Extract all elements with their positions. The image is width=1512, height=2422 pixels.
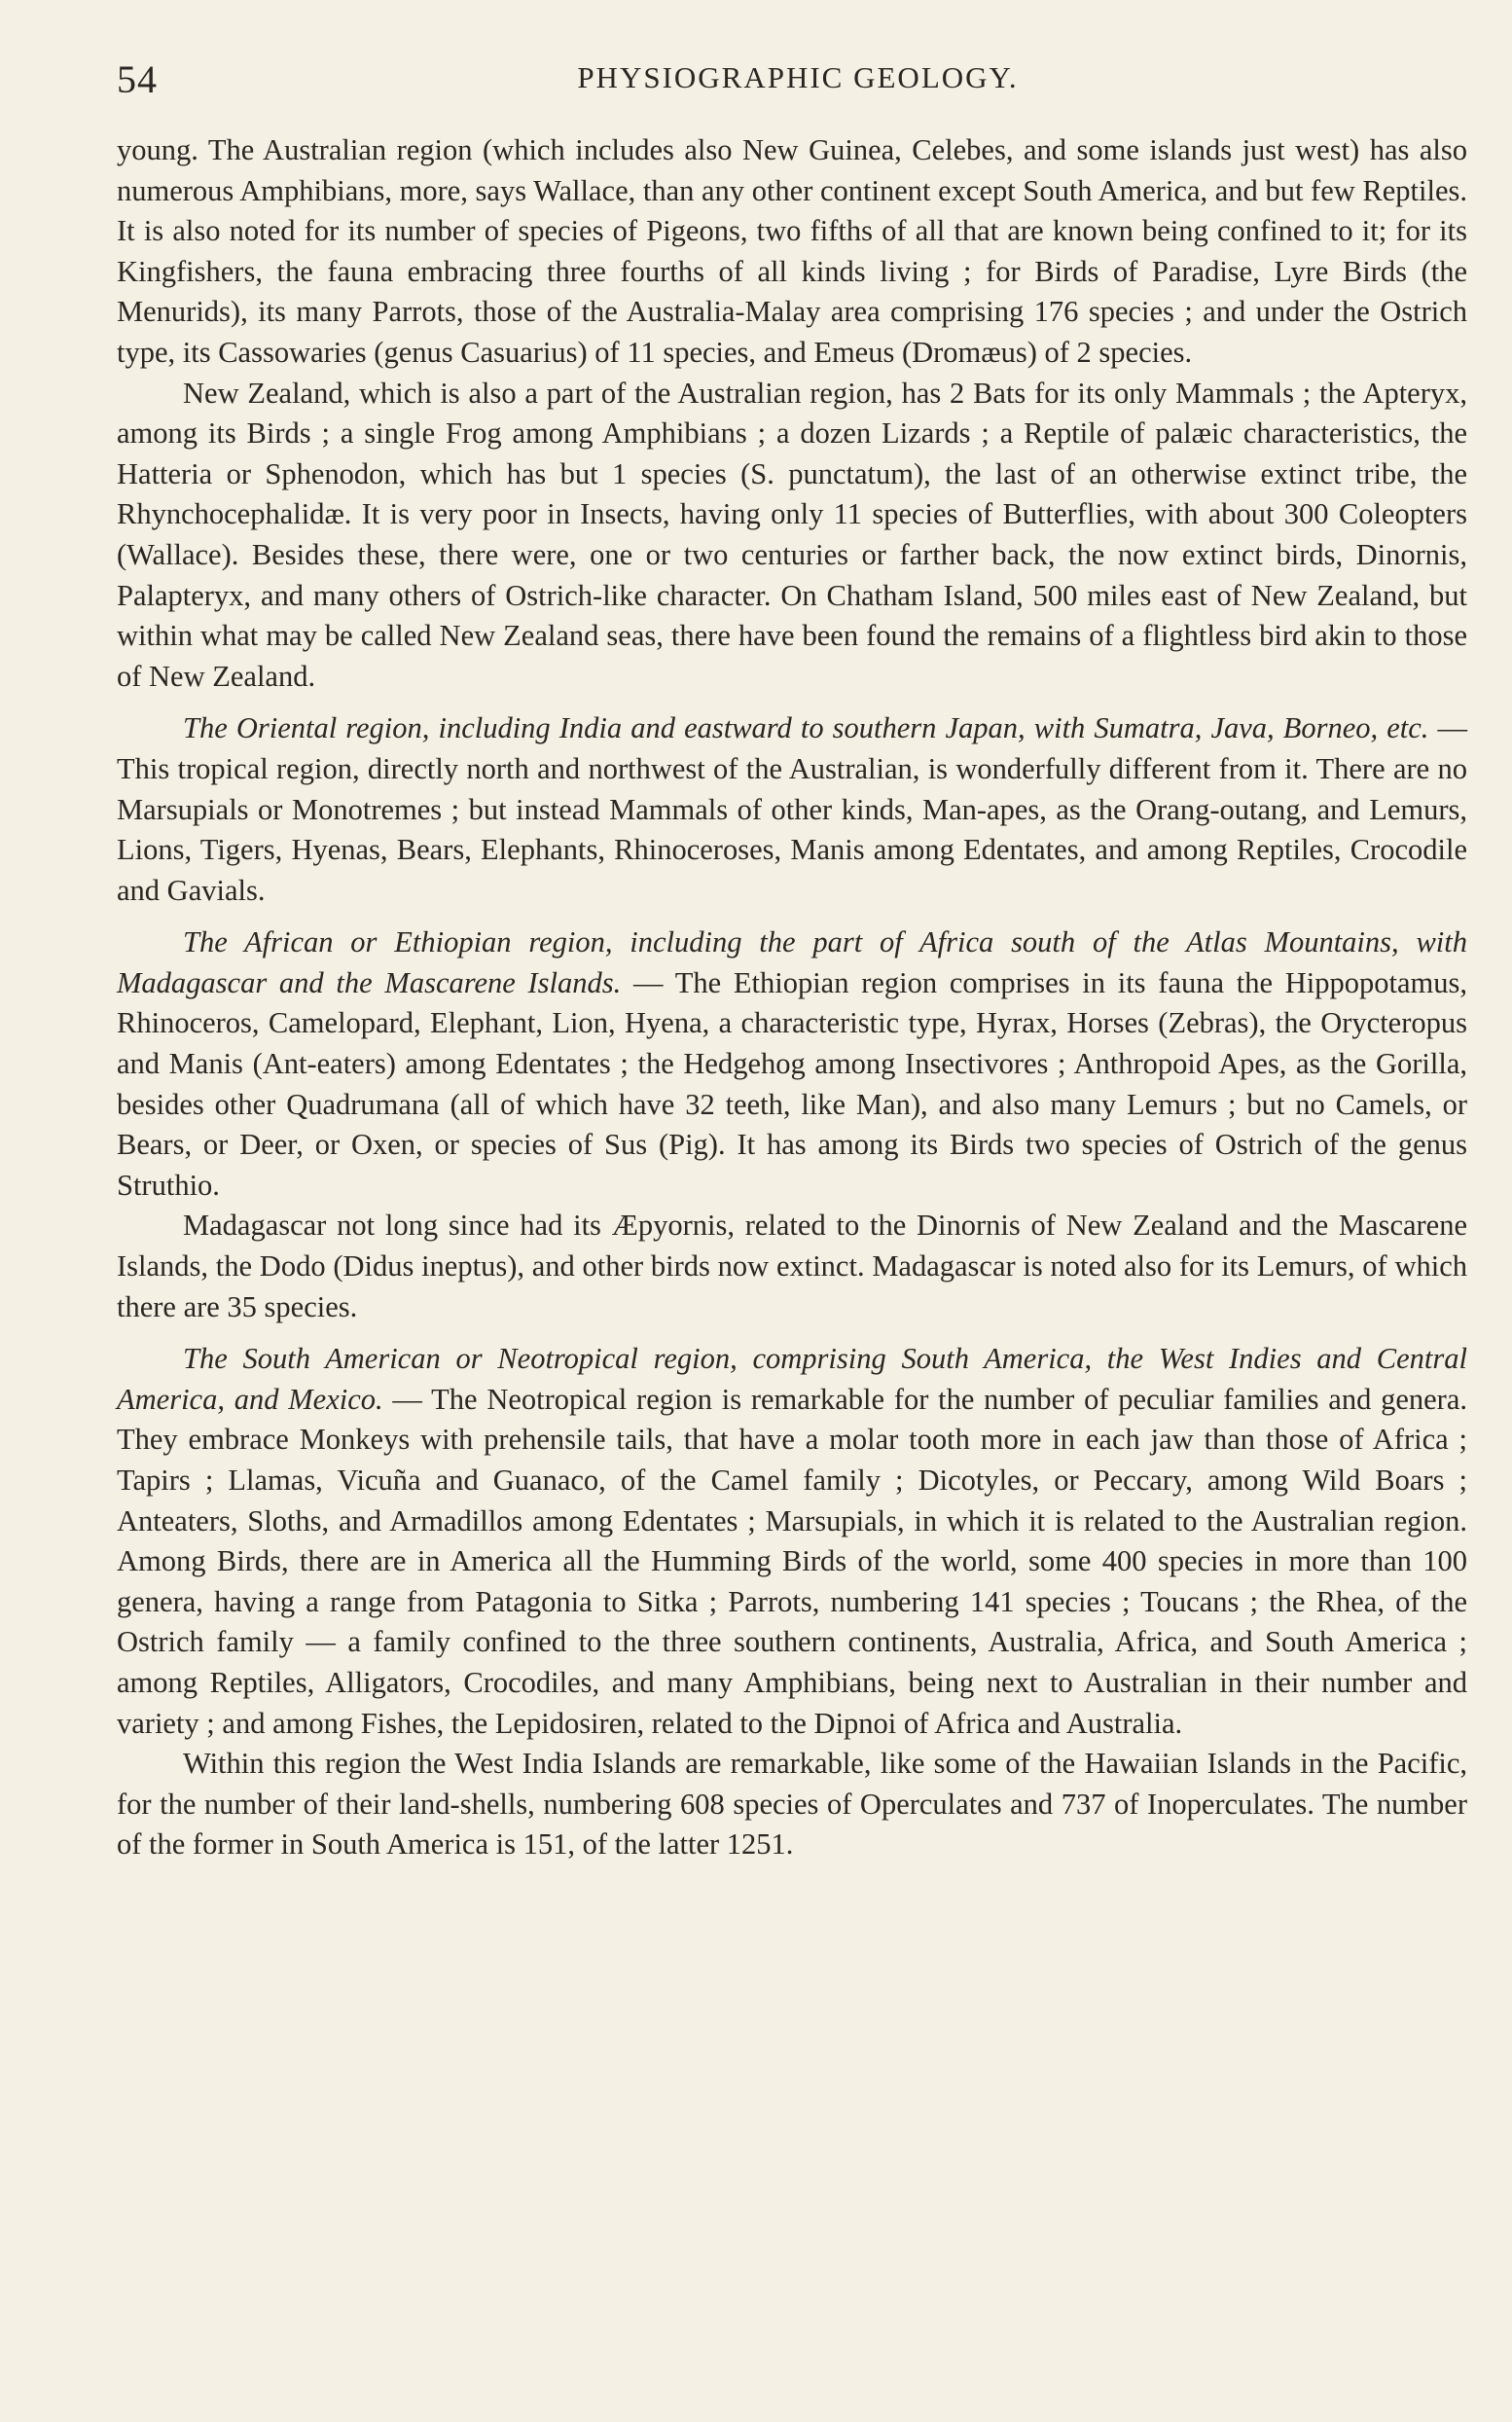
section-heading: The African or Ethiopian region, including the part of Africa south of the Atlas Mountains, with Madagascar and the Mascarene Islands. <box>117 925 1467 999</box>
body-text <box>117 130 1467 1865</box>
paragraph-text: young. The Australian region (which includes also New Guinea, Celebes, and some islands just west) has also numerous Amphibians, more, says Wallace, than any other continent except South America, and but few Reptiles. It is also noted for its number of species of Pigeons, two fifths of all that are known being confined to it; for its Kingfishers, the fauna embracing three fourths of all kinds living ; for Birds of Paradise, Lyre Birds (the Menurids), its many Parrots, those of the Australia-Malay area comprising 176 species ; and under the Ostrich type, its Cassowaries (genus Casuarius) of 11 species, and Emeus (Dromæus) of 2 species. <box>117 133 1467 369</box>
paragraph-neotropical-region <box>117 1339 1467 1744</box>
paragraph-text: — The Ethiopian region comprises in its fauna the Hippopotamus, Rhinoceros, Camelopard, Elephant, Lion, Hyena, a characteristic type, Hyrax, Horses (Zebras), the Orycteropus and Manis (Ant-eaters) among Edentates ; the Hedgehog among Insectivores ; Anthropoid Apes, as the Gorilla, besides other Quadrumana (all of which have 32 teeth, like Man), and also many Lemurs ; but no Camels, or Bears, or Deer, or Oxen, or species of Sus (Pig). It has among its Birds two species of Ostrich of the genus Struthio. <box>117 965 1467 1202</box>
paragraph-ethiopian-region <box>117 922 1467 1206</box>
paragraph-text: — This tropical region, directly north and northwest of the Australian, is wonderfully different from it. There are no Marsupials or Monotremes ; but instead Mammals of other kinds, Man-apes, as the Orang-outang, and Lemurs, Lions, Tigers, Hyenas, Bears, Elephants, Rhinoceroses, Manis among Edentates, and among Reptiles, Crocodile and Gavials. <box>117 711 1467 907</box>
paragraph-text: — The Neotropical region is remarkable for the number of peculiar families and genera. They embrace Monkeys with prehensile tails, that have a molar tooth more in each jaw than those of Africa ; Tapirs ; Llamas, Vicuña and Guanaco, of the Camel family ; Dicotyles, or Peccary, among Wild Boars ; Anteaters, Sloths, and Armadillos among Edentates ; Marsupials, in which it is related to the Australian region. Among Birds, there are in America all the Humming Birds of the world, some 400 species in more than 100 genera, having a range from Patagonia to Sitka ; Parrots, numbering 141 species ; Toucans ; the Rhea, of the Ostrich family — a family confined to the three southern continents, Australia, Africa, and South America ; among Reptiles, Alligators, Crocodiles, and many Amphibians, being next to Australian in their number and variety ; and among Fishes, the Lepidosiren, related to the Dipnoi of Africa and Australia. <box>117 1382 1467 1740</box>
paragraph-australian-region <box>117 130 1467 374</box>
section-heading: The Oriental region, including India and eastward to southern Japan, with Sumatra, Java, Borneo, etc. <box>183 711 1429 745</box>
paragraph-text: Within this region the West India Islands are remarkable, like some of the Hawaiian Islands in the Pacific, for the number of their land-shells, numbering 608 species of Operculates and 737 of Inoperculates. The number of the former in South America is 151, of the latter 1251. <box>117 1747 1467 1862</box>
paragraph-madagascar <box>117 1206 1467 1327</box>
paragraph-text: Madagascar not long since had its Æpyornis, related to the Dinornis of New Zealand and the Mascarene Islands, the Dodo (Didus ineptus), and other birds now extinct. Madagascar is noted also for its Lemurs, of which there are 35 species. <box>117 1209 1467 1323</box>
paragraph-west-india <box>117 1744 1467 1865</box>
page-number: 54 <box>117 57 158 101</box>
running-head: PHYSIOGRAPHIC GEOLOGY. <box>577 60 1019 94</box>
paragraph-oriental-region <box>117 708 1467 911</box>
paragraph-text: New Zealand, which is also a part of the Australian region, has 2 Bats for its only Mammals ; the Apteryx, among its Birds ; a single Frog among Amphibians ; a dozen Lizards ; a Reptile of palæic characteristics, the Hatteria or Sphenodon, which has but 1 species (S. punctatum), the last of an otherwise extinct tribe, the Rhynchocephalidæ. It is very poor in Insects, having only 11 species of Butterflies, with about 300 Coleopters (Wallace). Besides these, there were, one or two centuries or farther back, the now extinct birds, Dinornis, Palapteryx, and many others of Ostrich-like character. On Chatham Island, 500 miles east of New Zealand, but within what may be called New Zealand seas, there have been found the remains of a flightless bird akin to those of New Zealand. <box>117 376 1467 693</box>
section-heading: The South American or Neotropical region, comprising South America, the West Indies and Central America, and Mexico. <box>117 1342 1467 1416</box>
paragraph-new-zealand <box>117 374 1467 698</box>
page-header <box>117 56 1469 115</box>
